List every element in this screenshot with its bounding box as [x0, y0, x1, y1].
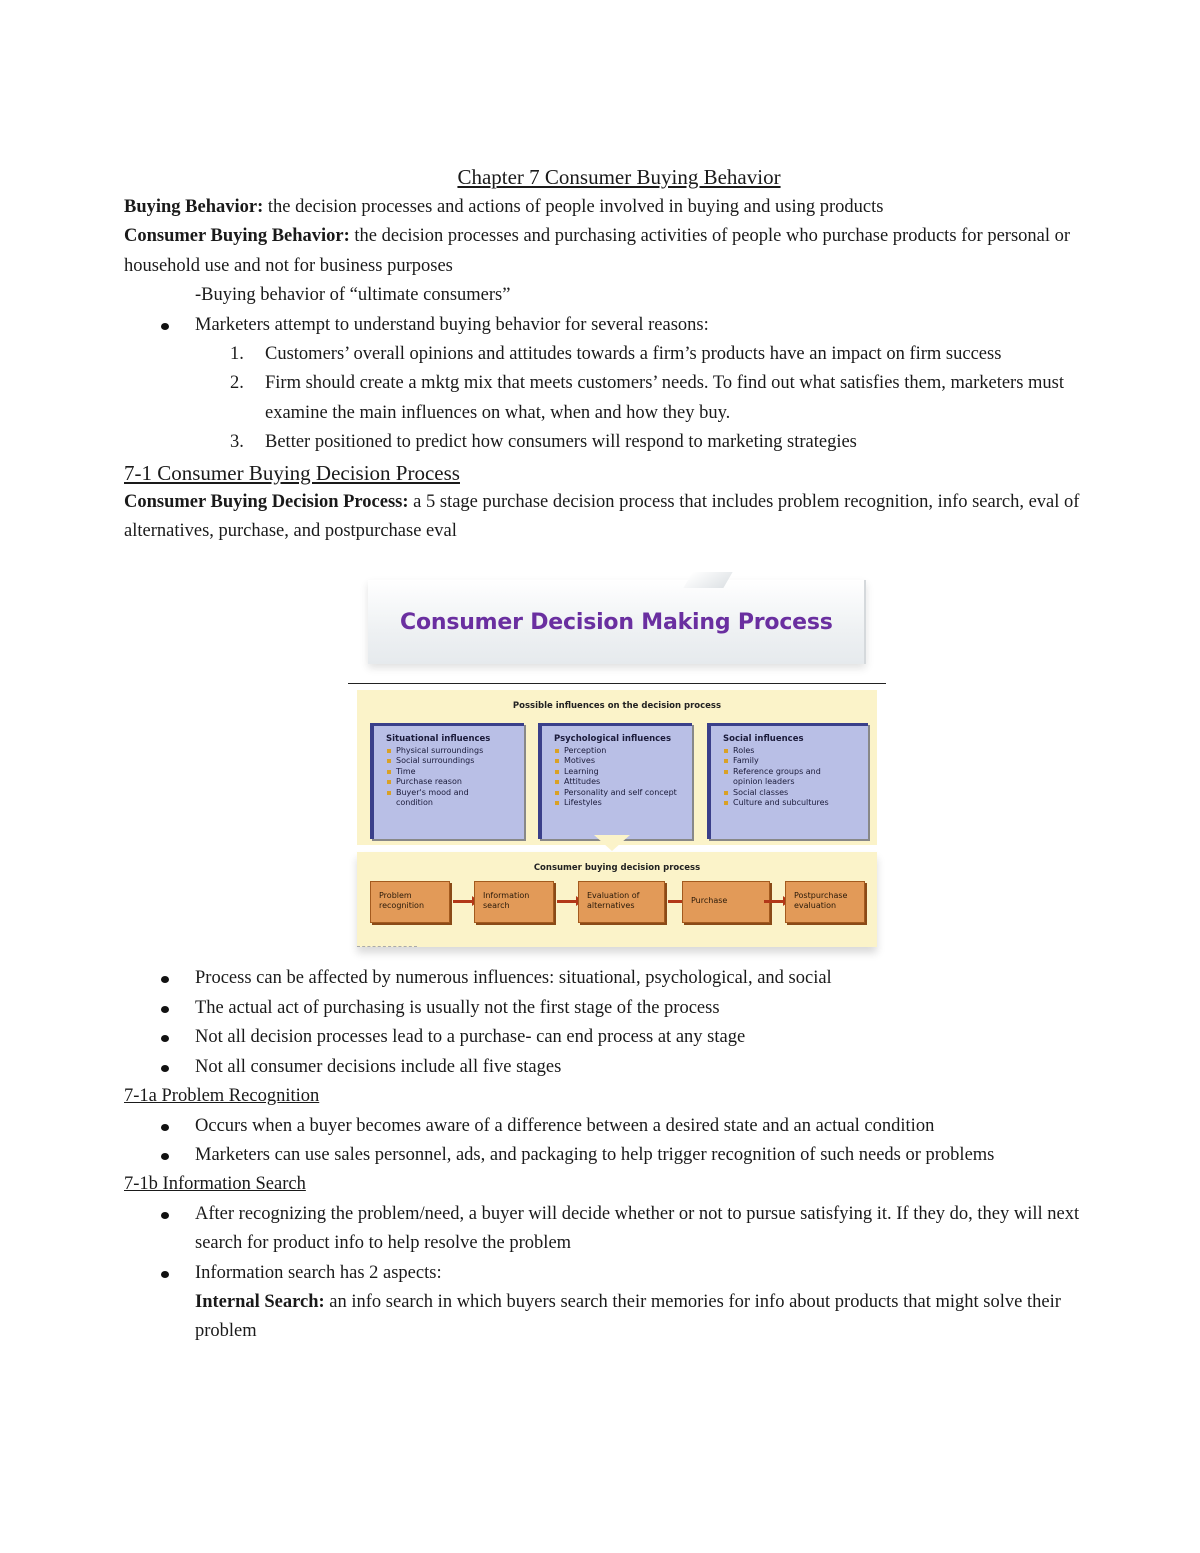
- item-number: 2.: [230, 373, 244, 394]
- term: Buying Behavior:: [124, 197, 264, 217]
- section-heading-7-1a: 7-1a Problem Recognition: [124, 1086, 320, 1107]
- figure-divider: [348, 683, 886, 684]
- header-tab: [683, 572, 732, 588]
- list-item: Motives: [554, 756, 692, 766]
- process-heading: Consumer buying decision process: [533, 863, 701, 873]
- bullet-item: Process can be affected by numerous influences: situational, psychological, and social: [124, 964, 1114, 993]
- definition-internal-search: [124, 1288, 1114, 1347]
- definition-text: the decision processes and actions of people involved in buying and using products: [263, 197, 884, 217]
- list-item: Lifestyles: [554, 798, 692, 808]
- step-postpurchase-evaluation: Postpurchase evaluation: [785, 881, 865, 923]
- bullet-item: After recognizing the problem/need, a buyer will decide whether or not to pursue satisfying it. If they do, they will next search for product info to help resolve the problem: [124, 1200, 1114, 1259]
- arrow-right-icon: [453, 900, 473, 903]
- step-information-search: Information search: [474, 881, 554, 923]
- list-item: Roles: [723, 746, 868, 756]
- bullet-item: Information search has 2 aspects:: [124, 1259, 1114, 1288]
- term: Consumer Buying Behavior:: [124, 226, 350, 247]
- box-heading: Psychological influences: [554, 734, 672, 744]
- item-text: Better positioned to predict how consumers will respond to marketing strategies: [265, 432, 857, 453]
- section-heading-7-1: 7-1 Consumer Buying Decision Process: [124, 460, 460, 485]
- term: Internal Search:: [195, 1291, 325, 1312]
- numbered-item: [124, 428, 1114, 457]
- definition-consumer-buying-behavior: [124, 222, 1114, 281]
- list-item: Reference groups and opinion leaders: [723, 767, 833, 788]
- box-heading: Social influences: [723, 734, 804, 744]
- list-item: Culture and subcultures: [723, 798, 868, 808]
- list-item: Social classes: [723, 788, 868, 798]
- bullet-item: Occurs when a buyer becomes aware of a difference between a desired state and an actual condition: [124, 1112, 1114, 1141]
- step-evaluation-of-alternatives: Evaluation of alternatives: [578, 881, 665, 923]
- section-heading-7-1b: 7-1b Information Search: [124, 1174, 306, 1195]
- definition-text: a 5 stage purchase decision process that includes problem recognition, info search, eval of alternatives, purchase, and postpurchase eval: [124, 491, 1080, 542]
- influence-list: [711, 746, 868, 808]
- bullet-item: Not all consumer decisions include all five stages: [124, 1053, 1114, 1082]
- figure-header: [368, 580, 866, 664]
- definition-buying-behavior: [124, 193, 1114, 222]
- item-number: 1.: [230, 344, 244, 365]
- situational-influences-box: [370, 723, 524, 839]
- social-influences-box: [707, 723, 868, 839]
- decision-process-figure: [348, 572, 884, 957]
- item-number: 3.: [230, 432, 244, 453]
- bullet-item: Not all decision processes lead to a purchase- can end process at any stage: [124, 1023, 1114, 1052]
- bullet-item: The actual act of purchasing is usually not the first stage of the process: [124, 994, 1114, 1023]
- psychological-influences-box: [538, 723, 692, 839]
- influences-heading: Possible influences on the decision process: [512, 701, 722, 711]
- arrow-right-icon: [557, 900, 577, 903]
- list-item: Social surroundings: [386, 756, 524, 766]
- item-text: Firm should create a mktg mix that meets customers’ needs. To find out what satisfies them, marketers must examine the main influences on what, when and how they buy.: [265, 373, 1065, 423]
- influences-panel: [357, 690, 877, 845]
- numbered-item: [124, 340, 1114, 369]
- list-item: Attitudes: [554, 777, 692, 787]
- list-item: Buyer's mood and condition: [386, 788, 476, 809]
- term: Consumer Buying Decision Process:: [124, 491, 409, 512]
- list-item: Perception: [554, 746, 692, 756]
- figure-corner-mark: [357, 946, 417, 950]
- definition-decision-process: [124, 488, 1114, 547]
- process-panel: [357, 852, 877, 947]
- list-item: Physical surroundings: [386, 746, 524, 756]
- step-problem-recognition: Problem recognition: [370, 881, 450, 923]
- bullet-reasons-intro: Marketers attempt to understand buying behavior for several reasons:: [124, 311, 1114, 340]
- box-heading: Situational influences: [386, 734, 491, 744]
- callout-pointer: [594, 835, 630, 851]
- list-item: Family: [723, 756, 868, 766]
- definition-text: the decision processes and purchasing activities of people who purchase products for personal or household use and not for business purposes: [124, 226, 1071, 276]
- page-title: Chapter 7 Consumer Buying Behavior: [457, 165, 781, 189]
- influence-list: [542, 746, 692, 808]
- arrow-right-icon: [764, 900, 784, 903]
- definition-text: an info search in which buyers search their memories for info about products that might solve their problem: [195, 1291, 1061, 1342]
- ultimate-consumers-note: -Buying behavior of “ultimate consumers”: [195, 285, 511, 306]
- item-text: Customers’ overall opinions and attitudes towards a firm’s products have an impact on firm success: [265, 344, 1002, 365]
- step-purchase: Purchase: [682, 881, 770, 923]
- list-item: Time: [386, 767, 524, 777]
- bullet-item: Marketers can use sales personnel, ads, and packaging to help trigger recognition of such needs or problems: [124, 1141, 1114, 1170]
- influence-list: [374, 746, 524, 808]
- numbered-item: [124, 369, 1114, 428]
- figure-title: Consumer Decision Making Process: [400, 610, 833, 635]
- list-item: Purchase reason: [386, 777, 524, 787]
- list-item: Personality and self concept: [554, 788, 692, 798]
- list-item: Learning: [554, 767, 692, 777]
